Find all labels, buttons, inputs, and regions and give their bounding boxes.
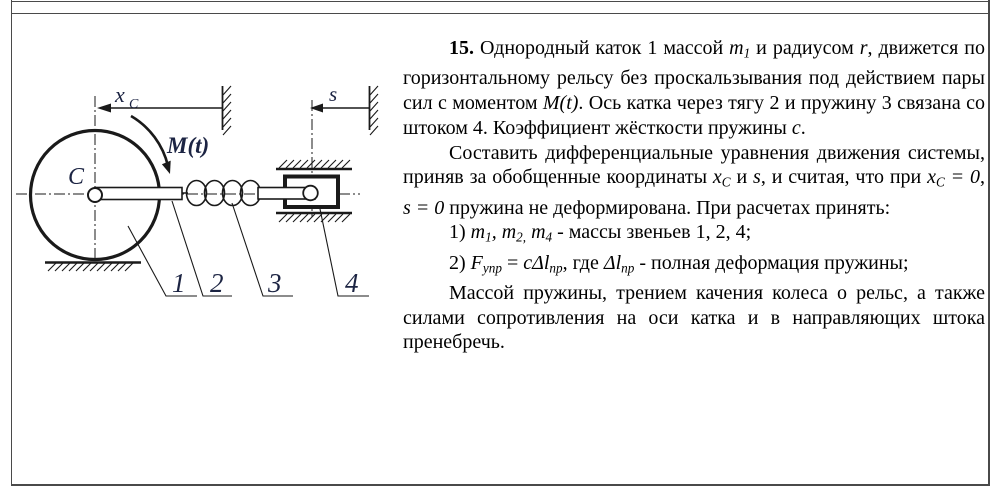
leader-line-1 [128,226,197,296]
rail-ground-hatching [48,263,133,271]
xc-wall-hatching [223,86,231,135]
paragraph-item-1: 1) m1, m2, m4 - массы звеньев 1, 2, 4; [449,221,752,245]
part-number-3: 3 [268,268,282,298]
rod-link-2 [95,188,182,200]
spring-coil [187,181,261,206]
paragraph-item-2: 2) Fупр = cΔlпр, где Δlпр - полная деформация пружины; [449,251,909,276]
s-label: s [329,82,338,106]
spring-loop [223,181,243,206]
table-border-bottom [11,484,990,486]
moment-arrowhead [162,161,171,174]
mechanics-diagram [0,0,410,330]
guide-bottom-hatching [279,214,350,222]
piston-pin [303,186,318,201]
paragraph-problem-statement: 15. Однородный каток 1 массой m1 и радиусом r, движется по горизонтальному рельсу без проскальзывания под действием пары сил с моментом M(t). Ось катка через тягу 2 и пружину 3 связана со штоком 4. Коэффициент жёсткости пружины c. [403,37,985,139]
paragraph-neglect: Массой пружины, трением качения колеса о рельс, а также силами сопротивления на оси катка и в направляющих штока пренебречь. [403,282,985,354]
xc-label-subscript: C [129,97,139,112]
part-number-2: 2 [210,268,224,298]
xc-arrowhead [97,104,111,113]
paragraph-task: Составить дифференциальные уравнения движения системы, приняв за обобщенные координаты xC и s, и считая, что при xC = 0, s = 0 пружина не деформирована. При расчетах принять: [403,141,986,219]
guide-top-hatching [279,160,350,168]
spring-loop [205,181,225,206]
part-number-4: 4 [345,268,359,298]
table-border-right [988,0,990,486]
moment-label: M(t) [167,133,210,158]
spring-loop [187,181,207,206]
wheel-axle-pin [88,188,102,202]
center-label: C [68,164,85,190]
s-wall-hatching [370,86,378,135]
part-number-1: 1 [172,268,186,298]
problem-text-column [403,36,985,355]
xc-label: x [115,82,125,107]
